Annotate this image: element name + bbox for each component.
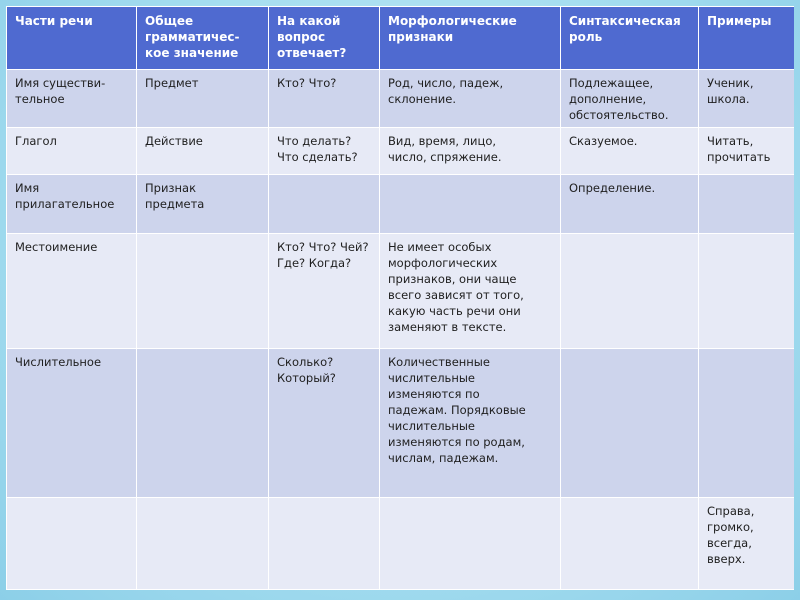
table-cell (561, 498, 699, 590)
table-row (7, 128, 795, 175)
table-cell: Имя прилагательное (7, 175, 137, 234)
table-cell: Признак предмета (137, 175, 269, 234)
table-row (7, 70, 795, 128)
table-cell (137, 498, 269, 590)
table-cell (269, 175, 380, 234)
table-cell: Определение. (561, 175, 699, 234)
table-cell: Количественные числительные изменяются по падежам. Порядковые числительные изменяются по родам, числам, падежам. (380, 349, 561, 498)
table-cell: Действие (137, 128, 269, 175)
table-cell: Местоимение (7, 234, 137, 349)
parts-of-speech-slide (6, 6, 794, 594)
table-header-row (7, 7, 795, 70)
table-cell: Подлежащее, дополнение, обстоятельство. (561, 70, 699, 128)
table-cell (380, 175, 561, 234)
header-syntactic-role: Синтаксическая роль (561, 7, 699, 70)
header-examples: Примеры (699, 7, 795, 70)
header-part-of-speech: Части речи (7, 7, 137, 70)
table-cell: Глагол (7, 128, 137, 175)
table-cell: Сказуемое. (561, 128, 699, 175)
table-cell: Кто? Что? Чей? Где? Когда? (269, 234, 380, 349)
parts-of-speech-table (6, 6, 794, 590)
table-row (7, 234, 795, 349)
header-question: На какой вопрос отвечает? (269, 7, 380, 70)
table-cell (137, 234, 269, 349)
table-cell (699, 175, 795, 234)
table-cell: Сколько? Который? (269, 349, 380, 498)
table-cell (7, 498, 137, 590)
table-cell (269, 498, 380, 590)
table-cell: Предмет (137, 70, 269, 128)
table-cell: Кто? Что? (269, 70, 380, 128)
table-cell: Не имеет особых морфологических признаков, они чаще всего зависят от того, какую часть речи они заменяют в тексте. (380, 234, 561, 349)
header-general-meaning: Общее грамматичес- кое значение (137, 7, 269, 70)
table-cell (561, 349, 699, 498)
table-cell (699, 234, 795, 349)
table-cell: Имя существи- тельное (7, 70, 137, 128)
table-cell: Справа, громко, всегда, вверх. (699, 498, 795, 590)
table-cell (561, 234, 699, 349)
table-row (7, 175, 795, 234)
table-cell (137, 349, 269, 498)
table-cell: Вид, время, лицо, число, спряжение. (380, 128, 561, 175)
table-cell (380, 498, 561, 590)
table-cell: Читать, прочитать (699, 128, 795, 175)
table-cell (699, 349, 795, 498)
table-cell: Что делать? Что сделать? (269, 128, 380, 175)
table-cell: Числительное (7, 349, 137, 498)
table-cell: Род, число, падеж, склонение. (380, 70, 561, 128)
table-row (7, 498, 795, 590)
header-morphological-features: Морфологические признаки (380, 7, 561, 70)
table-cell: Ученик, школа. (699, 70, 795, 128)
table-row (7, 349, 795, 498)
